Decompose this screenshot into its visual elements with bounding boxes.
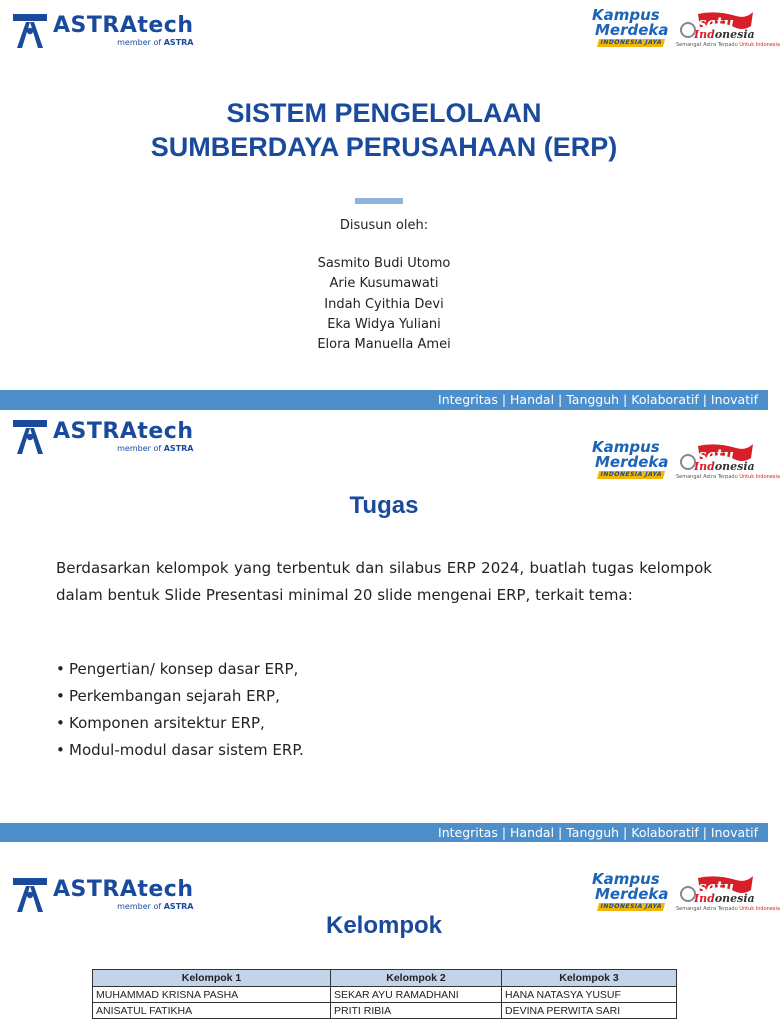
table-header-row <box>93 970 677 987</box>
author-name: Eka Widya Yuliani <box>327 316 441 332</box>
table-cell: MUHAMMAD KRISNA PASHA <box>93 987 331 1003</box>
kampus-merdeka-logo: Kampus Merdeka INDONESIA JAYA <box>592 870 669 910</box>
topic-item: • Komponen arsitektur ERP, <box>56 710 304 737</box>
author-list <box>0 254 768 355</box>
partner-logos <box>592 6 780 52</box>
title-divider <box>355 198 403 204</box>
slide-cover <box>0 0 780 410</box>
table-cell: PRITI RIBIA <box>331 1003 502 1019</box>
kampus-merdeka-logo: Kampus Merdeka INDONESIA JAYA <box>592 6 669 46</box>
topic-item: • Perkembangan sejarah ERP, <box>56 683 304 710</box>
topic-list <box>56 656 304 764</box>
column-header: Kelompok 1 <box>93 970 331 987</box>
satu-indonesia-logo: satu Indonesia Semangat Astra Terpadu Untuk Indonesia <box>676 872 760 916</box>
values-footer: Integritas | Handal | Tangguh | Kolaboratif | Inovatif <box>0 390 768 410</box>
cover-title: SISTEM PENGELOLAAN SUMBERDAYA PERUSAHAAN (ERP) <box>150 98 618 162</box>
astratech-wordmark: ASTRAtech <box>53 13 194 38</box>
topic-item: • Modul-modul dasar sistem ERP. <box>56 737 304 764</box>
table-row <box>93 1003 677 1019</box>
slide-kelompok <box>0 842 780 1024</box>
astratech-logo <box>11 418 194 456</box>
partner-logos <box>592 438 780 484</box>
table-cell: ANISATUL FATIKHA <box>93 1003 331 1019</box>
table-cell: DEVINA PERWITA SARI <box>502 1003 677 1019</box>
column-header: Kelompok 2 <box>331 970 502 987</box>
astra-mark-icon <box>11 12 49 50</box>
astratech-wordmark: ASTRAtech <box>53 419 194 444</box>
topic-item: • Pengertian/ konsep dasar ERP, <box>56 656 304 683</box>
astratech-logo <box>11 12 194 50</box>
column-header: Kelompok 3 <box>502 970 677 987</box>
astratech-member-label: member of ASTRA <box>117 902 194 911</box>
astratech-member-label: member of ASTRA <box>117 444 194 453</box>
satu-indonesia-logo: satu Indonesia Semangat Astra Terpadu Untuk Indonesia <box>676 440 760 484</box>
authored-by-label: Disusun oleh: <box>339 218 429 233</box>
author-name: Sasmito Budi Utomo <box>317 256 451 271</box>
astratech-member-label: member of ASTRA <box>117 38 194 47</box>
author-name: Indah Cyithia Devi <box>324 296 444 312</box>
astratech-wordmark: ASTRAtech <box>53 877 194 902</box>
table-cell: SEKAR AYU RAMADHANI <box>331 987 502 1003</box>
astratech-logo <box>11 876 194 914</box>
partner-logos <box>592 870 780 916</box>
satu-indonesia-logo: satu Indonesia Semangat Astra Terpadu Untuk Indonesia <box>676 8 760 52</box>
table-cell: HANA NATASYA YUSUF <box>502 987 677 1003</box>
kampus-merdeka-logo: Kampus Merdeka INDONESIA JAYA <box>592 438 669 478</box>
slide-title: Kelompok <box>325 912 442 939</box>
astra-mark-icon <box>11 418 49 456</box>
task-description: Berdasarkan kelompok yang terbentuk dan silabus ERP 2024, buatlah tugas kelompok dalam bentuk Slide Presentasi minimal 20 slide mengenai ERP, terkait tema: <box>56 559 712 604</box>
table-row <box>93 987 677 1003</box>
astra-mark-icon <box>11 876 49 914</box>
author-name: Arie Kusumawati <box>329 276 439 292</box>
author-name: Elora Manuella Amei <box>317 337 451 353</box>
slide-tugas <box>0 410 780 842</box>
group-table <box>92 969 677 1019</box>
values-footer: Integritas | Handal | Tangguh | Kolaboratif | Inovatif <box>0 823 768 843</box>
slide-title: Tugas <box>349 492 419 519</box>
